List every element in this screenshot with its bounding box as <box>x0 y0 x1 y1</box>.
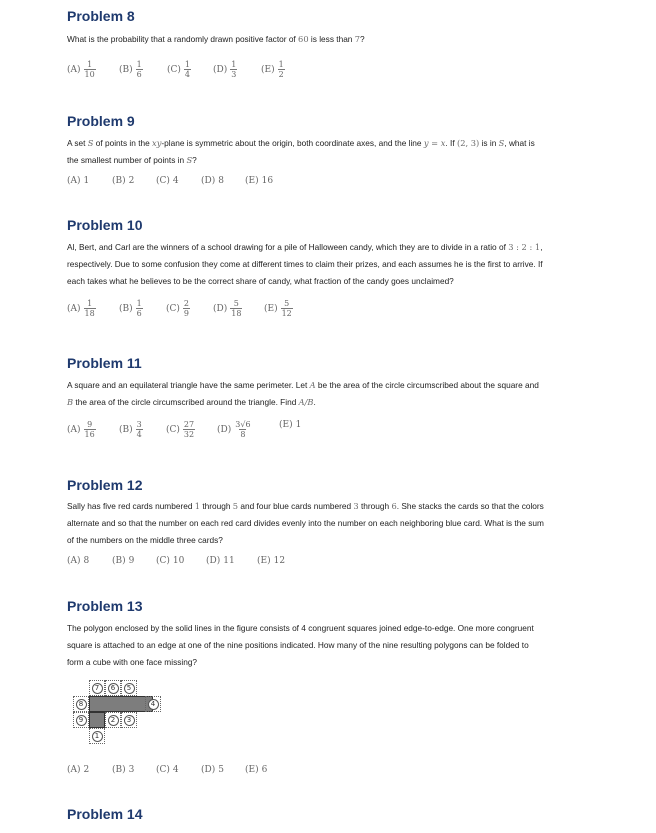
problem-11-title: Problem 11 <box>67 355 142 371</box>
position-slot: 7 <box>89 680 105 696</box>
position-slot: 8 <box>73 696 89 712</box>
choice-c: (C) 4 <box>156 176 179 186</box>
choice-e: (E) 1 <box>279 420 302 430</box>
choice-e: (E) 12 <box>257 556 286 566</box>
choice-d: (D) $\frac{1}{3}$ <box>213 60 237 79</box>
choice-b: (B) 9 <box>112 556 135 566</box>
choice-d: (D) 8 <box>201 176 224 186</box>
position-slot: 9 <box>73 712 89 728</box>
choice-b: (B) $\frac{3}{4}$ <box>119 420 142 439</box>
position-slot: 4 <box>145 696 161 712</box>
position-slot: 3 <box>121 712 137 728</box>
choice-c: (C) $\frac{27}{32}$ <box>166 420 195 439</box>
problem-13-title: Problem 13 <box>67 598 143 614</box>
choice-c: (C) 10 <box>156 556 185 566</box>
choice-e: (E) 6 <box>245 765 268 775</box>
choice-b: (B) 2 <box>112 176 135 186</box>
choice-d: (D) $\frac{3√6}{8}$ <box>217 420 251 439</box>
shaded-top-row <box>89 696 153 712</box>
choice-b: (B) $\frac{1}{6}$ <box>119 299 142 318</box>
polygon-figure <box>67 680 167 760</box>
choice-a: (A) 8 <box>67 556 90 566</box>
choice-c: (C) $\frac{1}{4}$ <box>167 60 191 79</box>
choice-e: (E) $\frac{1}{2}$ <box>261 60 284 79</box>
choice-d: (D) $\frac{5}{18}$ <box>213 299 242 318</box>
position-slot: 5 <box>121 680 137 696</box>
problem-8-statement: What is the probability that a randomly drawn positive factor of 60 is less than 7? <box>67 34 365 44</box>
position-slot: 1 <box>89 728 105 744</box>
choice-d: (D) 11 <box>206 556 235 566</box>
problem-10-statement: Al, Bert, and Carl are the winners of a school drawing for a pile of Halloween candy, which they are to divide in a ratio of 3 : 2 : 1, respectively. Due to some confusion they come at different times to claim their prizes, and each assumes he is the first to arrive. If each takes what he believes to be the correct share of candy, what fraction of the candy goes unclaimed? <box>67 242 543 286</box>
problem-12-title: Problem 12 <box>67 477 143 493</box>
choice-e: (E) 16 <box>245 176 274 186</box>
choice-a: (A) 1 <box>67 176 90 186</box>
problem-9-statement: A set S of points in the xy-plane is symmetric about the origin, both coordinate axes, and the line y = x. If (2, 3) is in S, what is the smallest number of points in S? <box>67 138 535 165</box>
choice-c: (C) $\frac{2}{9}$ <box>166 299 190 318</box>
position-slot: 6 <box>105 680 121 696</box>
choice-b: (B) $\frac{1}{6}$ <box>119 60 142 79</box>
choice-b: (B) 3 <box>112 765 135 775</box>
shaded-left-square <box>89 712 105 728</box>
choice-d: (D) 5 <box>201 765 224 775</box>
problem-8-title: Problem 8 <box>67 8 135 24</box>
position-slot: 2 <box>105 712 121 728</box>
choice-c: (C) 4 <box>156 765 179 775</box>
choice-a: (A) 2 <box>67 765 90 775</box>
problem-13-statement: The polygon enclosed by the solid lines in the figure consists of 4 congruent squares joined edge-to-edge. One more congruent square is attached to an edge at one of the nine positions indicated. How many of the nine resulting polygons can be folded to form a cube with one face missing? <box>67 623 534 667</box>
problem-11-statement: A square and an equilateral triangle have the same perimeter. Let A be the area of the circle circumscribed about the square and B the area of the circle circumscribed around the triangle. Find A/B. <box>67 380 539 407</box>
choice-e: (E) $\frac{5}{12}$ <box>264 299 292 318</box>
choice-a: (A) $\frac{1}{18}$ <box>67 299 95 318</box>
choice-a: (A) $\frac{1}{10}$ <box>67 60 95 79</box>
choice-a: (A) $\frac{9}{16}$ <box>67 420 95 439</box>
problem-14-title: Problem 14 <box>67 806 143 822</box>
problem-10-title: Problem 10 <box>67 217 143 233</box>
problem-9-title: Problem 9 <box>67 113 135 129</box>
problem-12-statement: Sally has five red cards numbered 1 through 5 and four blue cards numbered 3 through 6. She stacks the cards so that the colors alternate and so that the number on each red card divides evenly into the number on each neighboring blue card. What is the sum of the numbers on the middle three cards? <box>67 501 544 545</box>
